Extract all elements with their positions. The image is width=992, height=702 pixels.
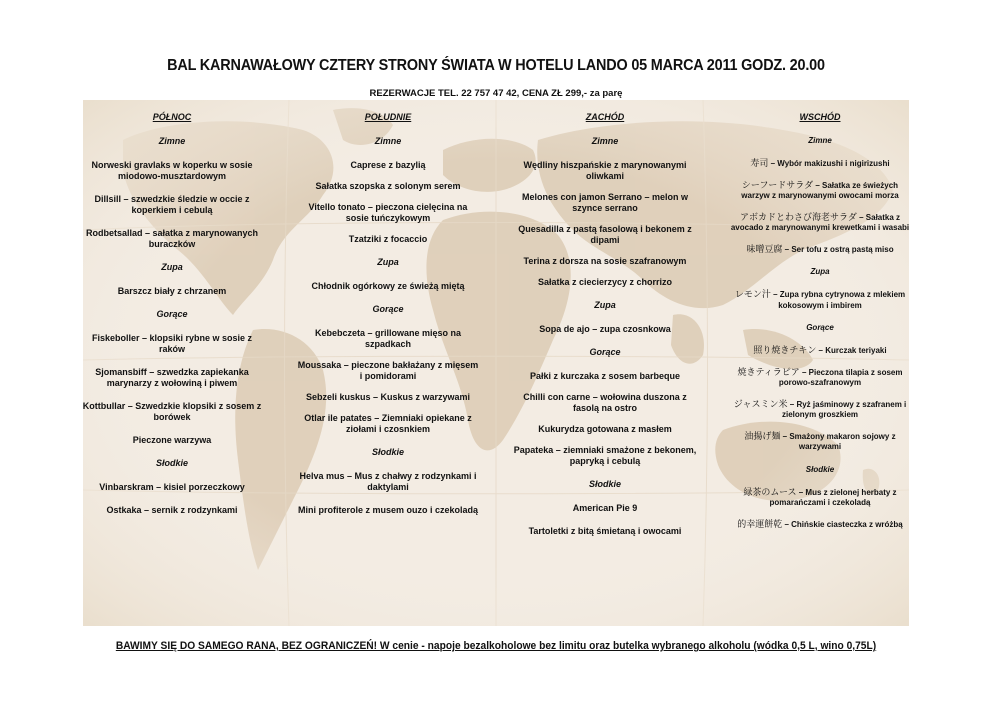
- menu-item: Sebzeli kuskus – Kuskus z warzywami: [305, 392, 471, 402]
- menu-item: Moussaka – pieczone bakłażany z mięsem i pomidorami: [297, 360, 479, 381]
- section-label-hot: Gorące: [589, 347, 621, 357]
- menu-item: [730, 289, 910, 311]
- menu-item: Pałki z kurczaka z sosem barbeque: [529, 371, 681, 381]
- menu-column-south: [297, 112, 479, 528]
- menu-item-native: 焼きティラピア: [737, 366, 800, 377]
- menu-item-native: 照り焼きチキン: [753, 345, 817, 355]
- menu-column-west: [512, 112, 698, 549]
- menu-item: Kebebczeta – grillowane mięso na szpadkach: [314, 328, 462, 349]
- menu-item: Otlar ile patates – Ziemniaki opiekane z ziołami i czosnkiem: [304, 413, 472, 434]
- menu-item-native: シーフードサラダ: [741, 179, 814, 190]
- menu-item: [730, 180, 910, 202]
- menu-item: Chłodnik ogórkowy ze świeżą miętą: [311, 281, 465, 291]
- menu-item-desc: – Sałatka z avocado z marynowanymi krewetkami i wasabi: [730, 212, 910, 232]
- menu-item-native: 寿司: [750, 158, 769, 168]
- menu-item: Tartoletki z bitą śmietaną i owocami: [528, 526, 682, 536]
- menu-item: Caprese z bazylią: [350, 160, 426, 170]
- menu-item: Quesadilla z pastą fasolową i bekonem z dipami: [518, 224, 692, 245]
- section-label-cold: Zimne: [808, 136, 832, 145]
- menu-item: [730, 487, 910, 509]
- menu-item: Chilli con carne – wołowina duszona z fasolą na ostro: [523, 392, 687, 413]
- menu-item: Kottbullar – Szwedzkie klopsiki z sosem z borówek: [82, 401, 262, 422]
- menu-item: Kukurydza gotowana z masłem: [538, 424, 672, 434]
- section-label-sweet: Słodkie: [155, 458, 188, 468]
- section-label-sweet: Słodkie: [588, 479, 621, 489]
- menu-item: [730, 158, 910, 170]
- menu-item: Papateka – ziemniaki smażone z bekonem, papryką i cebulą: [513, 445, 697, 466]
- section-label-soup: Zupa: [377, 257, 399, 267]
- menu-item: Barszcz biały z chrzanem: [117, 286, 227, 296]
- menu-item: Mini profiterole z musem ouzo i czekoladą: [297, 505, 479, 515]
- menu-item-desc: – Mus z zielonej herbaty z pomarańczami i czekoladą: [769, 487, 897, 507]
- column-heading-east: WSCHÓD: [799, 112, 841, 122]
- menu-item: Sałatka szopska z solonym serem: [315, 181, 461, 191]
- menu-item-native: ジャスミン米: [733, 398, 788, 409]
- menu-item: Sopa de ajo – zupa czosnkowa: [539, 324, 671, 334]
- menu-item: [730, 244, 910, 256]
- section-label-hot: Gorące: [806, 323, 834, 332]
- menu-item: Vinbarskram – kisiel porzeczkowy: [99, 482, 245, 492]
- menu-item: Helva mus – Mus z chałwy z rodzynkami i daktylami: [299, 471, 477, 492]
- menu-item-desc: – Zupa rybna cytrynowa z mlekiem kokosowym i imbirem: [770, 290, 906, 310]
- menu-item: [730, 399, 910, 421]
- reservation-info: REZERWACJE TEL. 22 757 47 42, CENA ZŁ 299,- za parę: [369, 88, 623, 99]
- section-label-soup: Zupa: [161, 262, 183, 272]
- menu-item-native: 味噌豆腐: [746, 243, 783, 254]
- menu-item: [730, 431, 910, 453]
- menu-item: [730, 212, 910, 234]
- section-label-cold: Zimne: [158, 136, 186, 146]
- menu-item-desc: – Ryż jaśminowy z szafranem i zielonym groszkiem: [781, 399, 907, 419]
- menu-item-native: 油揚げ麺: [744, 430, 781, 441]
- section-label-soup: Zupa: [594, 300, 616, 310]
- menu-column-north: [82, 112, 262, 528]
- menu-item: Fiskeboller – klopsiki rybne w sosie z raków: [91, 333, 253, 354]
- menu-item: Wędliny hiszpańskie z marynowanymi oliwkami: [523, 160, 687, 181]
- menu-item: Tzatziki z focaccio: [348, 234, 428, 244]
- column-heading-west: ZACHÓD: [585, 112, 625, 122]
- menu-item: [730, 519, 910, 531]
- menu-item: Norweski gravlaks w koperku w sosie miodowo-musztardowym: [91, 160, 253, 181]
- menu-item-native: 的幸運餅乾: [737, 518, 783, 529]
- section-label-hot: Gorące: [156, 309, 188, 319]
- section-label-hot: Gorące: [372, 304, 404, 314]
- column-heading-north: PÓŁNOC: [152, 112, 192, 122]
- menu-item: Terina z dorsza na sosie szafranowym: [523, 256, 687, 266]
- menu-item: Pieczone warzywa: [132, 435, 212, 445]
- section-label-cold: Zimne: [591, 136, 619, 146]
- event-title: BAL KARNAWAŁOWY CZTERY STRONY ŚWIATA W HOTELU LANDO 05 MARCA 2011 GODZ. 20.00: [167, 57, 825, 74]
- menu-item: Vitello tonato – pieczona cielęcina na sosie tuńczykowym: [308, 202, 468, 223]
- menu-item-desc: – Pieczona tilapia z sosem porowo-szafranowym: [778, 367, 903, 387]
- menu-item: Sjomansbiff – szwedzka zapiekanka marynarzy z wołowiną i piwem: [95, 367, 249, 388]
- menu-item-native: 緑茶のムース: [743, 486, 797, 497]
- menu-item: Sałatka z ciecierzycy z chorrizo: [537, 277, 673, 287]
- menu-item: Rodbetsallad – sałatka z marynowanych buraczków: [85, 228, 259, 249]
- section-label-sweet: Słodkie: [805, 464, 835, 474]
- menu-item-desc: – Smażony makaron sojowy z warzywami: [780, 431, 896, 451]
- menu-item: [730, 367, 910, 389]
- footer-note: BAWIMY SIĘ DO SAMEGO RANA, BEZ OGRANICZEŃ! W cenie - napoje bezalkoholowe bez limitu oraz butelka wybranego alkoholu (wódka 0,5 L, wino 0,75L): [115, 640, 877, 652]
- menu-item-desc: – Sałatka ze świeżych warzyw z marynowanymi owocami morza: [741, 180, 899, 200]
- menu-item-desc: – Chińskie ciasteczka z wróżbą: [782, 519, 903, 529]
- menu-item-desc: – Ser tofu z ostrą pastą miso: [782, 244, 894, 254]
- section-label-sweet: Słodkie: [371, 447, 404, 457]
- menu-item: [730, 345, 910, 357]
- menu-item-native: レモン汁: [734, 289, 771, 299]
- menu-item-native: アボカドとわさび海老サラダ: [739, 211, 857, 222]
- column-heading-south: POŁUDNIE: [364, 112, 412, 122]
- menu-column-east: [730, 112, 910, 542]
- menu-item: American Pie 9: [572, 503, 638, 513]
- section-label-soup: Zupa: [810, 267, 830, 276]
- menu-item: Melones con jamon Serrano – melon w szynce serrano: [521, 192, 689, 213]
- menu-item: Dillsill – szwedzkie śledzie w occie z koperkiem i cebulą: [94, 194, 250, 215]
- menu-item-desc: – Wybór makizushi i nigirizushi: [768, 159, 890, 168]
- menu-item: Ostkaka – sernik z rodzynkami: [106, 505, 238, 515]
- menu-item-desc: – Kurczak teriyaki: [816, 346, 887, 355]
- section-label-cold: Zimne: [374, 136, 402, 146]
